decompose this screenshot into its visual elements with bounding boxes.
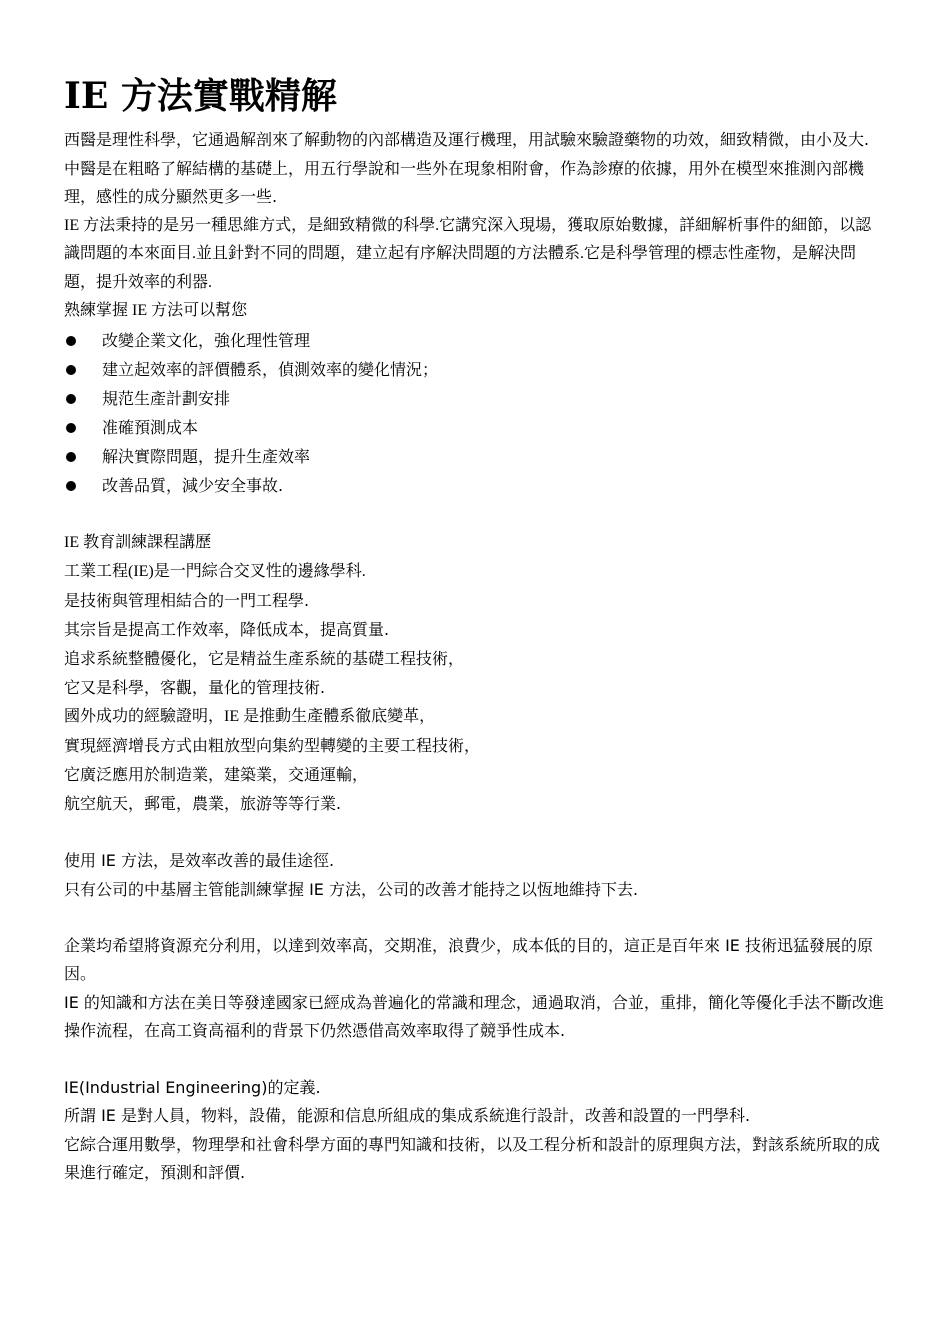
bullet-icon bbox=[66, 365, 76, 375]
training-line: 追求系統整體優化，它是精益生產系統的基礎工程技術， bbox=[64, 648, 465, 668]
intro-paragraph-western-medicine: 西醫是理性科學，它通過解剖來了解動物的內部構造及運行機理，用試驗來驗證藥物的功效，細致精微，由小及大. bbox=[64, 130, 870, 149]
training-line: 它廣泛應用於制造業，建築業，交通運輸， bbox=[64, 764, 369, 784]
list-item: 改善品質，減少安全事故. bbox=[64, 471, 886, 500]
intro-section bbox=[64, 126, 886, 326]
training-section bbox=[64, 528, 886, 818]
bullet-icon bbox=[66, 452, 76, 462]
training-line: 它又是科學，客觀，量化的管理技術. bbox=[64, 677, 326, 697]
training-line: 其宗旨是提高工作效率，降低成本，提高質量. bbox=[64, 619, 390, 639]
history-section bbox=[64, 932, 886, 1046]
usage-line: 使用 IE 方法，是效率改善的最佳途徑. bbox=[64, 850, 335, 870]
training-line: 航空航天，郵電，農業，旅游等等行業. bbox=[64, 793, 342, 813]
intro-paragraph-benefits-lead: 熟練掌握 IE 方法可以幫您 bbox=[64, 302, 248, 319]
list-item: 准確預測成本 bbox=[64, 413, 886, 442]
training-line: 實現經濟增長方式由粗放型向集約型轉變的主要工程技術， bbox=[64, 735, 481, 755]
list-item: 改變企業文化，強化理性管理 bbox=[64, 326, 886, 355]
definition-section bbox=[64, 1074, 886, 1188]
intro-paragraph-ie-method: IE 方法秉持的是另一種思維方式，是細致精微的科學.它講究深入現場，獲取原始數據，詳細解析事件的細節，以認識問題的本來面目.並且針對不同的問題，建立起有序解決問題的方法體系.它是科學管理的標志性產物，是解決問題，提升效率的利器. bbox=[64, 216, 872, 291]
document-title: IE 方法實戰精解 bbox=[64, 75, 337, 117]
usage-section bbox=[64, 846, 886, 904]
bullet-icon bbox=[66, 336, 76, 346]
training-line: 國外成功的經驗證明，IE 是推動生產體系徹底變革， bbox=[64, 707, 436, 725]
spacer bbox=[64, 818, 886, 846]
spacer bbox=[64, 1046, 886, 1074]
bullet-icon bbox=[66, 481, 76, 491]
list-item: 規范生產計劃安排 bbox=[64, 384, 886, 413]
list-item: 建立起效率的評價體系，偵測效率的變化情況； bbox=[64, 355, 886, 384]
history-paragraph: 企業均希望將資源充分利用，以達到效率高，交期准，浪費少，成本低的目的，這正是百年來 IE 技術迅猛發展的原因。 bbox=[64, 935, 874, 983]
training-heading: IE 教育訓練課程講歷 bbox=[64, 533, 212, 551]
benefits-list bbox=[64, 326, 886, 500]
definition-paragraph: 它綜合運用數學，物理學和社會科學方面的專門知識和技術，以及工程分析和設計的原理與方法，對該系統所取的成果進行確定，預測和評價. bbox=[64, 1134, 881, 1182]
definition-heading: IE(Industrial Engineering)的定義. bbox=[64, 1077, 321, 1097]
spacer bbox=[64, 904, 886, 932]
bullet-icon bbox=[66, 423, 76, 433]
list-item: 解決實際問題，提升生產效率 bbox=[64, 442, 886, 471]
usage-line: 只有公司的中基層主管能訓練掌握 IE 方法，公司的改善才能持之以恆地維持下去. bbox=[64, 879, 639, 899]
spacer bbox=[64, 500, 886, 528]
history-paragraph: IE 的知識和方法在美日等發達國家已經成為普遍化的常識和理念，通過取消，合並，重排，簡化等優化手法不斷改進操作流程，在高工資高福利的背景下仍然憑借高效率取得了競爭性成本. bbox=[64, 992, 884, 1040]
bullet-icon bbox=[66, 394, 76, 404]
definition-paragraph: 所謂 IE 是對人員，物料，設備，能源和信息所組成的集成系統進行設計，改善和設置的一門學科. bbox=[64, 1106, 751, 1125]
intro-paragraph-chinese-medicine: 中醫是在粗略了解結構的基礎上，用五行學說和一些外在現象相附會，作為診療的依據，用外在模型來推測內部機理，感性的成分顯然更多一些. bbox=[64, 158, 865, 206]
training-line: 是技術與管理相結合的一門工程學. bbox=[64, 590, 310, 610]
training-line: 工業工程(IE)是一門綜合交叉性的邊緣學科. bbox=[64, 562, 366, 580]
